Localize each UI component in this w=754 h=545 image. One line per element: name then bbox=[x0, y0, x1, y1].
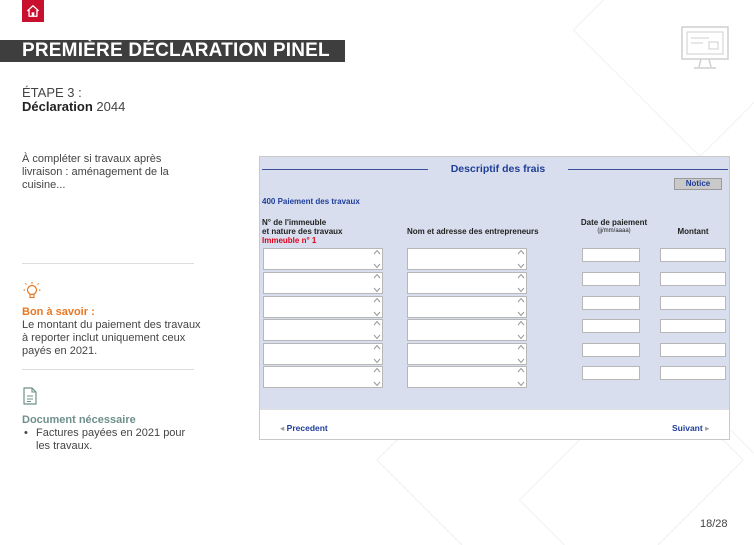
entrepreneur-textarea[interactable] bbox=[407, 343, 527, 365]
home-icon bbox=[26, 4, 40, 18]
tip-text: Le montant du paiement des travaux à reporter inclut uniquement ceux payés en 2021. bbox=[22, 319, 201, 357]
column-header-immeuble bbox=[262, 218, 342, 245]
computer-screen-icon bbox=[679, 23, 731, 75]
step-heading bbox=[22, 86, 125, 114]
arrow-right-icon: ▸ bbox=[705, 423, 710, 433]
chevron-up-icon[interactable] bbox=[517, 249, 525, 255]
column-header-line: N° de l'immeuble bbox=[262, 218, 327, 227]
date-input[interactable] bbox=[582, 296, 640, 310]
chevron-down-icon[interactable] bbox=[517, 358, 525, 364]
column-header-line: Date de paiement bbox=[580, 218, 648, 227]
info-text: À compléter si travaux après livraison : aménagement de la cuisine... bbox=[22, 153, 169, 191]
textarea-scroller[interactable] bbox=[516, 249, 526, 269]
notice-button[interactable]: Notice bbox=[674, 178, 722, 190]
chevron-up-icon[interactable] bbox=[373, 344, 381, 350]
step-form-line bbox=[22, 100, 125, 114]
form-header: Descriptif des frais bbox=[450, 163, 546, 175]
entrepreneur-textarea[interactable] bbox=[407, 296, 527, 318]
textarea-scroller[interactable] bbox=[516, 367, 526, 387]
chevron-up-icon[interactable] bbox=[373, 367, 381, 373]
chevron-up-icon[interactable] bbox=[373, 320, 381, 326]
entrepreneur-textarea[interactable] bbox=[407, 248, 527, 270]
nature-textarea[interactable] bbox=[263, 248, 383, 270]
chevron-down-icon[interactable] bbox=[373, 334, 381, 340]
chevron-down-icon[interactable] bbox=[517, 263, 525, 269]
textarea-scroller[interactable] bbox=[372, 249, 382, 269]
arrow-left-icon: ◂ bbox=[280, 423, 285, 433]
header-rule bbox=[262, 169, 428, 170]
nature-textarea[interactable] bbox=[263, 272, 383, 294]
chevron-up-icon[interactable] bbox=[517, 297, 525, 303]
textarea-scroller[interactable] bbox=[372, 367, 382, 387]
section-label: 400 Paiement des travaux bbox=[262, 197, 360, 206]
date-input[interactable] bbox=[582, 272, 640, 286]
textarea-scroller[interactable] bbox=[372, 297, 382, 317]
chevron-up-icon[interactable] bbox=[517, 273, 525, 279]
amount-input[interactable] bbox=[660, 319, 726, 333]
tip-title: Bon à savoir : bbox=[22, 306, 95, 318]
chevron-up-icon[interactable] bbox=[373, 273, 381, 279]
date-input[interactable] bbox=[582, 343, 640, 357]
chevron-down-icon[interactable] bbox=[517, 311, 525, 317]
amount-input[interactable] bbox=[660, 366, 726, 380]
chevron-down-icon[interactable] bbox=[517, 287, 525, 293]
lightbulb-icon bbox=[22, 281, 42, 301]
chevron-down-icon[interactable] bbox=[517, 334, 525, 340]
chevron-up-icon[interactable] bbox=[373, 249, 381, 255]
nature-textarea[interactable] bbox=[263, 366, 383, 388]
amount-input[interactable] bbox=[660, 296, 726, 310]
tax-form bbox=[259, 156, 730, 440]
entrepreneur-textarea[interactable] bbox=[407, 272, 527, 294]
column-header-line: et nature des travaux bbox=[262, 227, 343, 236]
column-header-entrepreneurs: Nom et adresse des entrepreneurs bbox=[407, 227, 539, 236]
textarea-scroller[interactable] bbox=[372, 344, 382, 364]
divider bbox=[22, 369, 194, 370]
column-header-date bbox=[578, 218, 650, 236]
next-label: Suivant bbox=[672, 423, 703, 433]
textarea-scroller[interactable] bbox=[372, 320, 382, 340]
chevron-down-icon[interactable] bbox=[373, 263, 381, 269]
date-format-hint: (jj/mm/aaaa) bbox=[597, 228, 631, 234]
next-button[interactable] bbox=[672, 423, 709, 434]
step-bold: Déclaration bbox=[22, 99, 93, 114]
chevron-down-icon[interactable] bbox=[373, 358, 381, 364]
textarea-scroller[interactable] bbox=[516, 320, 526, 340]
entrepreneur-textarea[interactable] bbox=[407, 366, 527, 388]
textarea-scroller[interactable] bbox=[372, 273, 382, 293]
form-body bbox=[260, 157, 729, 409]
date-input[interactable] bbox=[582, 248, 640, 262]
page-number: 18/28 bbox=[700, 518, 728, 530]
chevron-up-icon[interactable] bbox=[517, 367, 525, 373]
amount-input[interactable] bbox=[660, 272, 726, 286]
chevron-down-icon[interactable] bbox=[373, 381, 381, 387]
chevron-down-icon[interactable] bbox=[517, 381, 525, 387]
immeuble-number: Immeuble n° 1 bbox=[262, 236, 317, 245]
document-list bbox=[22, 427, 202, 453]
slide-title: PREMIÈRE DÉCLARATION PINEL bbox=[0, 40, 345, 62]
list-item: • Factures payées en 2021 pour les travaux. bbox=[22, 427, 202, 453]
nature-textarea[interactable] bbox=[263, 319, 383, 341]
amount-input[interactable] bbox=[660, 248, 726, 262]
textarea-scroller[interactable] bbox=[516, 297, 526, 317]
document-icon bbox=[22, 387, 38, 405]
amount-input[interactable] bbox=[660, 343, 726, 357]
chevron-down-icon[interactable] bbox=[373, 287, 381, 293]
step-form: 2044 bbox=[92, 99, 126, 114]
chevron-up-icon[interactable] bbox=[517, 344, 525, 350]
date-input[interactable] bbox=[582, 319, 640, 333]
document-title: Document nécessaire bbox=[22, 414, 136, 426]
header-rule bbox=[568, 169, 728, 170]
chevron-down-icon[interactable] bbox=[373, 311, 381, 317]
entrepreneur-textarea[interactable] bbox=[407, 319, 527, 341]
textarea-scroller[interactable] bbox=[516, 344, 526, 364]
form-footer bbox=[260, 409, 729, 439]
textarea-scroller[interactable] bbox=[516, 273, 526, 293]
column-header-montant: Montant bbox=[677, 227, 709, 236]
date-input[interactable] bbox=[582, 366, 640, 380]
previous-button[interactable] bbox=[280, 423, 328, 434]
home-button[interactable] bbox=[22, 0, 44, 22]
nature-textarea[interactable] bbox=[263, 296, 383, 318]
chevron-up-icon[interactable] bbox=[373, 297, 381, 303]
previous-label: Precedent bbox=[286, 423, 328, 433]
nature-textarea[interactable] bbox=[263, 343, 383, 365]
divider bbox=[22, 263, 194, 264]
chevron-up-icon[interactable] bbox=[517, 320, 525, 326]
step-line: ÉTAPE 3 : bbox=[22, 85, 82, 100]
